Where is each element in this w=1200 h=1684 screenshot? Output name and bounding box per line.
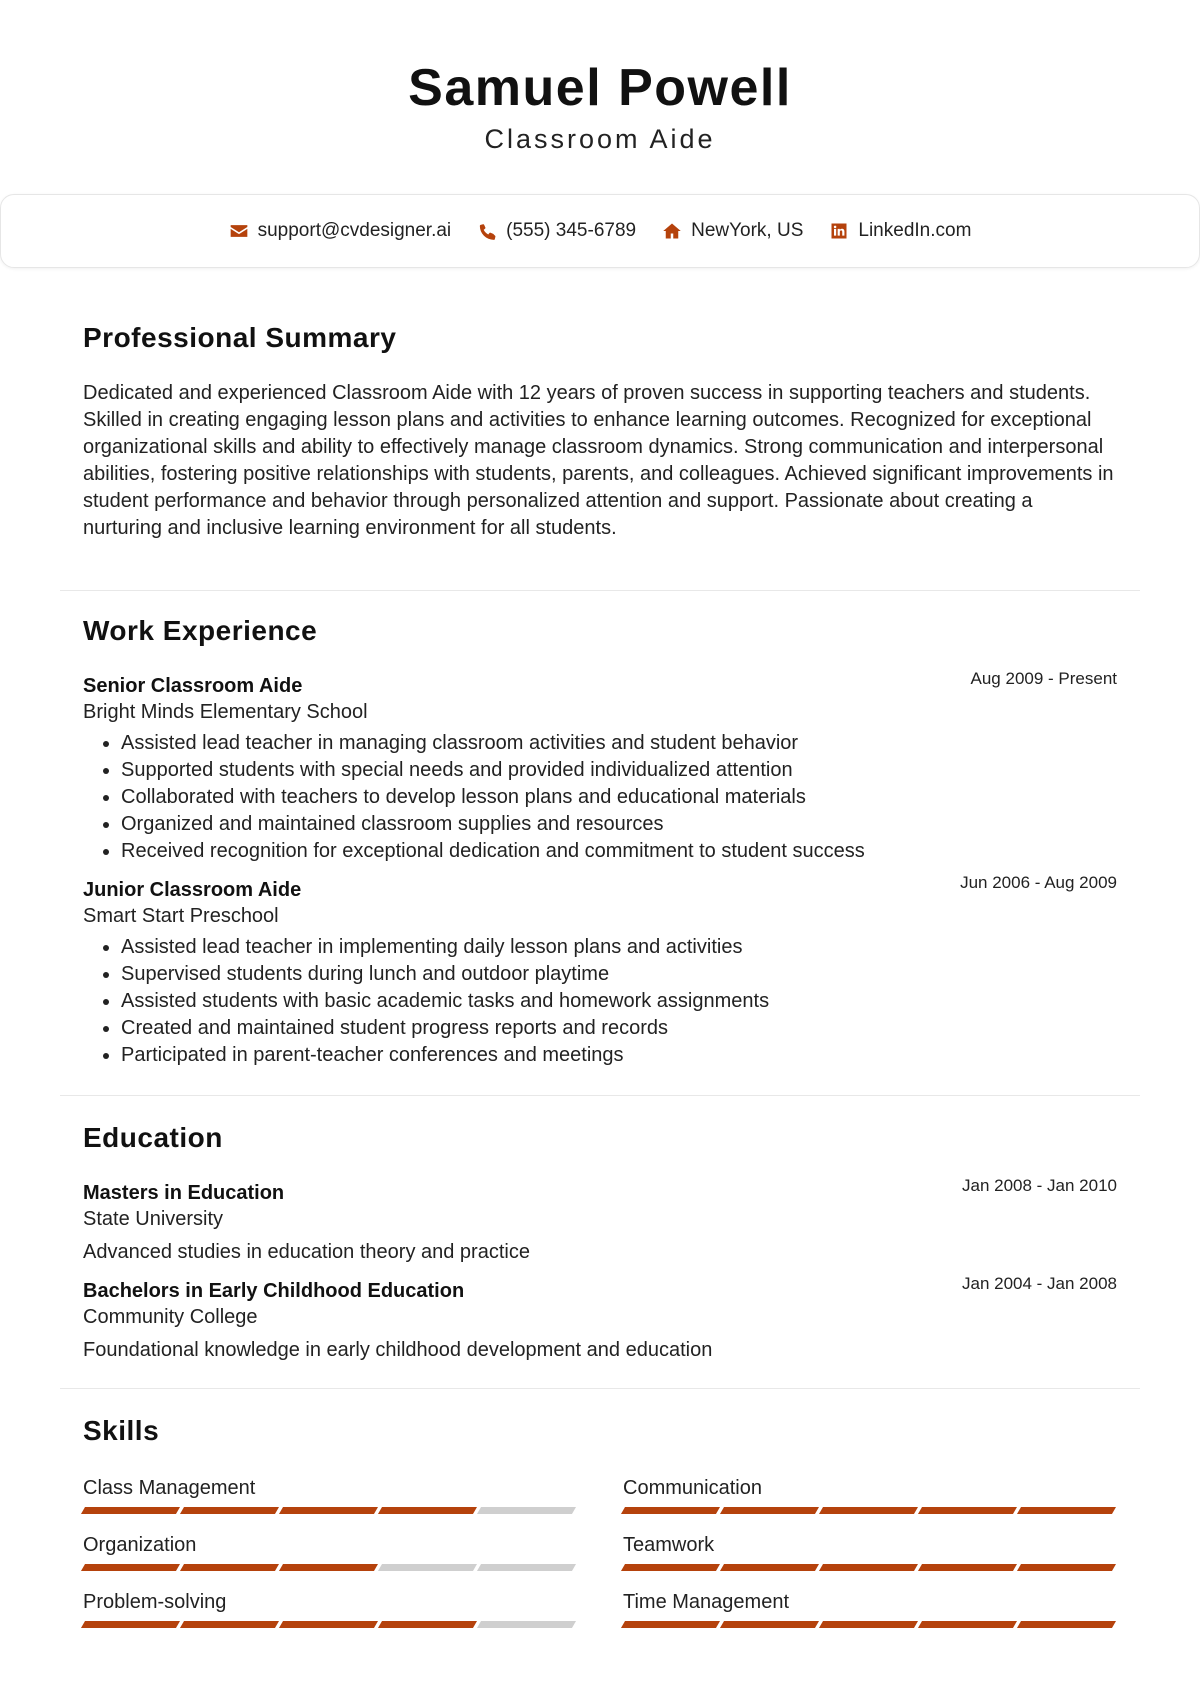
- skill-segment-filled: [918, 1621, 1017, 1628]
- skill-segment-empty: [477, 1507, 576, 1514]
- skill-rating-bar: [623, 1564, 1115, 1571]
- skill-segment-filled: [621, 1564, 720, 1571]
- contact-location: [662, 220, 803, 242]
- job-date: Jun 2006 - Aug 2009: [960, 873, 1117, 892]
- skill-segment-filled: [180, 1564, 279, 1571]
- job-entry: [83, 669, 1117, 865]
- skill-name: Time Management: [623, 1591, 789, 1613]
- phone-icon: [477, 221, 497, 241]
- linkedin-icon: [829, 221, 849, 241]
- skill-name: Class Management: [83, 1477, 256, 1499]
- skill-segment-filled: [279, 1621, 378, 1628]
- skill-segment-filled: [378, 1507, 477, 1514]
- job-title: Senior Classroom Aide: [83, 675, 303, 697]
- job-bullet: • Assisted lead teacher in implementing daily lesson plans and activities: [121, 934, 1117, 961]
- skill-segment-filled: [279, 1564, 378, 1571]
- skill-segment-filled: [918, 1564, 1017, 1571]
- skill-segment-filled: [819, 1621, 918, 1628]
- experience-section: [60, 591, 1140, 1096]
- candidate-name: Samuel Powell: [408, 59, 792, 117]
- job-bullet: • Created and maintained student progress reports and records: [121, 1015, 1117, 1042]
- skill-name: Organization: [83, 1534, 197, 1556]
- education-date: Jan 2004 - Jan 2008: [961, 1274, 1117, 1293]
- contact-bar: [0, 194, 1200, 268]
- skill-segment-empty: [477, 1621, 576, 1628]
- skill-segment-filled: [81, 1621, 180, 1628]
- summary-section: [60, 268, 1140, 591]
- skill-item: [623, 1475, 1115, 1532]
- skill-item: [83, 1532, 575, 1589]
- job-bullet: • Collaborated with teachers to develop lesson plans and educational materials: [121, 784, 1117, 811]
- skill-segment-filled: [378, 1621, 477, 1628]
- education-description: Foundational knowledge in early childhood development and education: [83, 1339, 713, 1361]
- education-entry: [83, 1176, 1117, 1266]
- job-bullet: • Assisted lead teacher in managing classroom activities and student behavior: [121, 730, 1117, 757]
- education-date: Jan 2008 - Jan 2010: [961, 1176, 1117, 1195]
- job-bullet: • Participated in parent-teacher conferences and meetings: [121, 1042, 1117, 1069]
- skill-item: [623, 1532, 1115, 1589]
- candidate-title: Classroom Aide: [484, 124, 716, 154]
- skill-name: Teamwork: [623, 1534, 715, 1556]
- job-bullet: • Received recognition for exceptional dedication and commitment to student success: [121, 838, 1117, 865]
- education-school: State University: [83, 1208, 224, 1230]
- skill-segment-filled: [918, 1507, 1017, 1514]
- contact-linkedin-text: LinkedIn.com: [858, 220, 972, 241]
- job-bullets: [83, 730, 1117, 865]
- education-degree: Masters in Education: [83, 1182, 285, 1204]
- envelope-icon: [229, 221, 249, 241]
- summary-text: Dedicated and experienced Classroom Aide with 12 years of proven success in supporting teachers and students. Skilled in creating engaging lesson plans and activities to enhance learning outcomes. Recognized for exceptional organizational skills and ability to effectively manage classroom dynamics. Strong communication and interpersonal abilities, fostering positive relationships with students, parents, and colleagues. Achieved significant improvements in student performance and behavior through personalized attention and support. Passionate about creating a nurturing and inclusive learning environment for all students.: [83, 382, 1114, 539]
- education-description: Advanced studies in education theory and practice: [83, 1241, 530, 1263]
- skill-segment-filled: [1017, 1564, 1116, 1571]
- skill-segment-filled: [1017, 1621, 1116, 1628]
- job-company: Smart Start Preschool: [83, 905, 279, 927]
- skill-rating-bar: [83, 1507, 575, 1514]
- skill-item: [83, 1475, 575, 1532]
- skill-name: Problem-solving: [83, 1591, 227, 1613]
- skill-rating-bar: [623, 1507, 1115, 1514]
- job-bullet: • Assisted students with basic academic tasks and homework assignments: [121, 988, 1117, 1015]
- skill-item: [623, 1589, 1115, 1646]
- job-bullet: • Supported students with special needs and provided individualized attention: [121, 757, 1117, 784]
- skill-name: Communication: [623, 1477, 762, 1499]
- education-degree: Bachelors in Early Childhood Education: [83, 1280, 465, 1302]
- skill-segment-filled: [279, 1507, 378, 1514]
- skill-segment-filled: [819, 1564, 918, 1571]
- skills-heading: Skills: [83, 1415, 160, 1446]
- skill-segment-filled: [621, 1507, 720, 1514]
- skill-item: [83, 1589, 575, 1646]
- job-bullets: [83, 934, 1117, 1069]
- skill-rating-bar: [83, 1564, 575, 1571]
- experience-heading: Work Experience: [83, 615, 318, 646]
- skill-segment-filled: [720, 1564, 819, 1571]
- contact-linkedin[interactable]: [829, 220, 971, 242]
- skill-segment-empty: [477, 1564, 576, 1571]
- summary-heading: Professional Summary: [83, 322, 397, 353]
- job-date: Aug 2009 - Present: [970, 669, 1117, 688]
- skill-rating-bar: [83, 1621, 575, 1628]
- skill-segment-filled: [819, 1507, 918, 1514]
- skill-segment-filled: [621, 1621, 720, 1628]
- skill-segment-filled: [180, 1507, 279, 1514]
- job-bullet: • Supervised students during lunch and outdoor playtime: [121, 961, 1117, 988]
- skill-segment-filled: [180, 1621, 279, 1628]
- skills-grid: [83, 1475, 1117, 1646]
- contact-location-text: NewYork, US: [691, 220, 804, 241]
- skill-segment-empty: [378, 1564, 477, 1571]
- contact-phone[interactable]: [477, 220, 636, 242]
- skill-segment-filled: [81, 1507, 180, 1514]
- education-heading: Education: [83, 1122, 223, 1153]
- skill-segment-filled: [720, 1621, 819, 1628]
- job-entry: [83, 873, 1117, 1069]
- job-company: Bright Minds Elementary School: [83, 701, 368, 723]
- skill-segment-filled: [1017, 1507, 1116, 1514]
- skills-section: [60, 1389, 1140, 1646]
- contact-email[interactable]: [229, 220, 452, 242]
- home-icon: [662, 221, 682, 241]
- contact-phone-text: (555) 345-6789: [506, 220, 637, 241]
- skill-rating-bar: [623, 1621, 1115, 1628]
- education-entry: [83, 1274, 1117, 1364]
- job-title: Junior Classroom Aide: [83, 879, 302, 901]
- skill-segment-filled: [720, 1507, 819, 1514]
- job-bullet: • Organized and maintained classroom supplies and resources: [121, 811, 1117, 838]
- education-school: Community College: [83, 1306, 258, 1328]
- resume-header: [0, 0, 1200, 156]
- skill-segment-filled: [81, 1564, 180, 1571]
- education-section: [60, 1096, 1140, 1389]
- contact-email-text: support@cvdesigner.ai: [257, 220, 452, 241]
